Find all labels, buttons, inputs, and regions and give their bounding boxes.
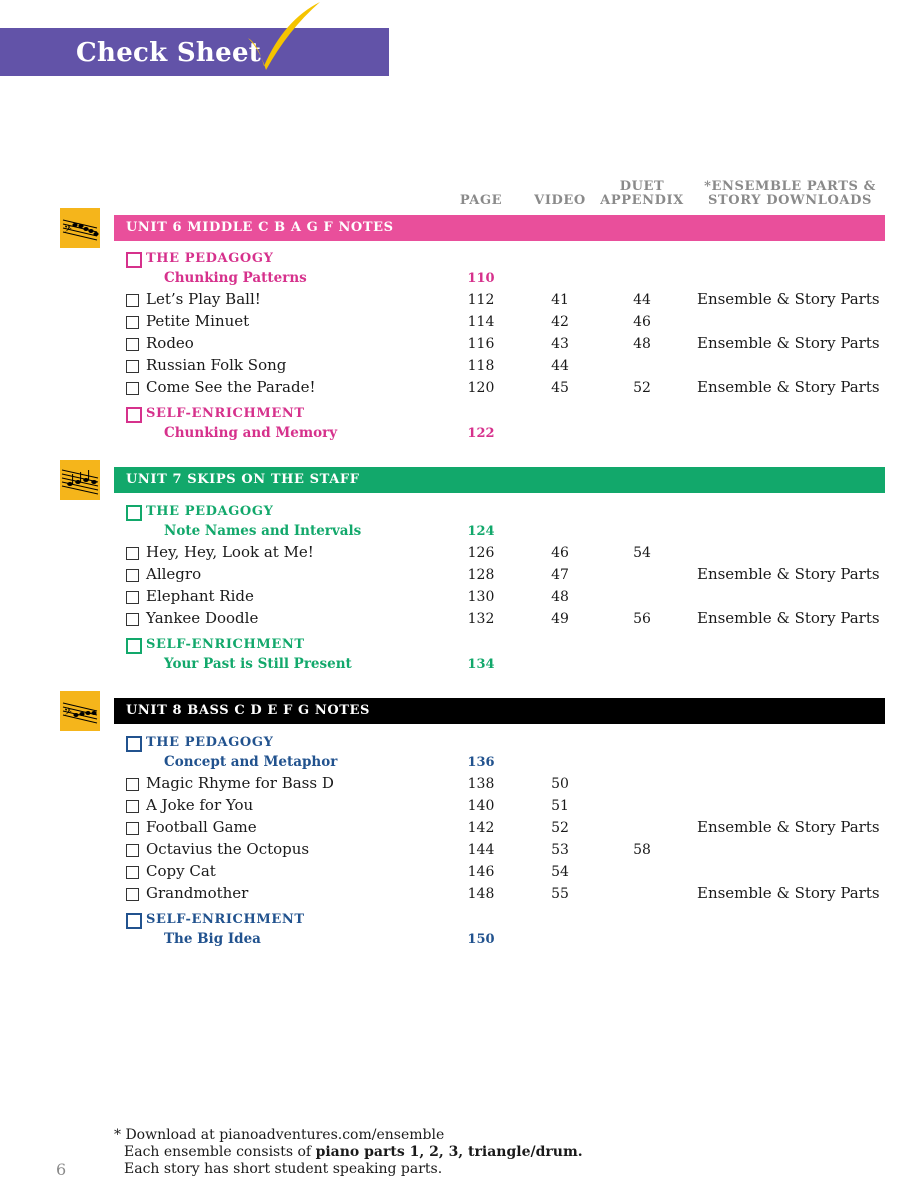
piece-checkbox[interactable] <box>126 294 139 307</box>
piece-ensemble[interactable]: Ensemble & Story Parts <box>697 334 880 352</box>
piece-video: 45 <box>551 380 569 396</box>
piece-page: 114 <box>467 314 495 330</box>
piece-checkbox[interactable] <box>126 866 139 879</box>
piece-video: 49 <box>551 611 569 627</box>
pedagogy-subtitle: Note Names and Intervals <box>164 523 362 539</box>
piece-checkbox[interactable] <box>126 382 139 395</box>
column-video-header: VIDEO <box>534 193 586 208</box>
enrichment-subtitle: The Big Idea <box>164 931 261 947</box>
piece-title: Petite Minuet <box>146 312 250 330</box>
column-duet-header-2: APPENDIX <box>600 193 684 208</box>
piece-video: 48 <box>551 589 569 605</box>
pedagogy-label: THE PEDAGOGY <box>146 251 274 266</box>
enrichment-checkbox[interactable] <box>126 638 142 654</box>
pedagogy-page: 110 <box>467 271 495 286</box>
piece-checkbox[interactable] <box>126 316 139 329</box>
piece-video: 52 <box>551 820 569 836</box>
enrichment-subtitle: Chunking and Memory <box>164 425 338 441</box>
piece-title: Football Game <box>146 818 257 836</box>
footnote-line-1: * Download at pianoadventures.com/ensemble <box>114 1127 445 1143</box>
enrichment-checkbox[interactable] <box>126 407 142 423</box>
piece-checkbox[interactable] <box>126 613 139 626</box>
checkmark-icon <box>244 0 324 72</box>
bass-notes-icon <box>60 208 100 248</box>
footnote-line-2 <box>114 1144 583 1161</box>
piece-title: Let’s Play Ball! <box>146 290 261 308</box>
staff-skips-icon <box>60 460 100 500</box>
piece-ensemble[interactable]: Ensemble & Story Parts <box>697 378 880 396</box>
enrichment-label: SELF-ENRICHMENT <box>146 912 305 927</box>
piece-ensemble[interactable]: Ensemble & Story Parts <box>697 565 880 583</box>
unit-8-bar <box>114 698 885 724</box>
piece-page: 142 <box>467 820 495 836</box>
enrichment-label: SELF-ENRICHMENT <box>146 406 305 421</box>
piece-title: Russian Folk Song <box>146 356 287 374</box>
column-duet-header-1: DUET <box>619 179 665 194</box>
piece-video: 53 <box>551 842 569 858</box>
piece-page: 138 <box>467 776 495 792</box>
piece-title: Elephant Ride <box>146 587 254 605</box>
piece-checkbox[interactable] <box>126 888 139 901</box>
unit-6-bar <box>114 215 885 241</box>
pedagogy-checkbox[interactable] <box>126 505 142 521</box>
piece-video: 54 <box>551 864 569 880</box>
piece-checkbox[interactable] <box>126 338 139 351</box>
piece-video: 41 <box>551 292 569 308</box>
pedagogy-page: 136 <box>467 755 495 770</box>
piece-duet: 54 <box>633 545 651 561</box>
piece-duet: 46 <box>633 314 651 330</box>
piece-duet: 48 <box>633 336 651 352</box>
page-number: 6 <box>56 1160 67 1179</box>
unit-7-title: UNIT 7 SKIPS ON THE STAFF <box>126 472 360 487</box>
enrichment-page: 122 <box>467 426 495 441</box>
piece-title: Copy Cat <box>146 862 216 880</box>
piece-checkbox[interactable] <box>126 778 139 791</box>
unit-6-title: UNIT 6 MIDDLE C B A G F NOTES <box>126 220 394 235</box>
piece-video: 50 <box>551 776 569 792</box>
piece-page: 130 <box>467 589 495 605</box>
piece-checkbox[interactable] <box>126 844 139 857</box>
enrichment-checkbox[interactable] <box>126 913 142 929</box>
piece-duet: 52 <box>633 380 651 396</box>
enrichment-page: 134 <box>467 657 495 672</box>
svg-text:𝄢: 𝄢 <box>64 706 72 720</box>
piece-title: Rodeo <box>146 334 194 352</box>
pedagogy-checkbox[interactable] <box>126 252 142 268</box>
page-title: Check Sheet <box>76 38 262 68</box>
piece-checkbox[interactable] <box>126 547 139 560</box>
piece-title: Come See the Parade! <box>146 378 316 396</box>
piece-title: Allegro <box>146 565 202 583</box>
piece-video: 55 <box>551 886 569 902</box>
piece-title: Grandmother <box>146 884 249 902</box>
piece-video: 44 <box>551 358 569 374</box>
piece-page: 120 <box>467 380 495 396</box>
enrichment-subtitle: Your Past is Still Present <box>164 656 352 672</box>
piece-page: 144 <box>467 842 495 858</box>
piece-duet: 44 <box>633 292 651 308</box>
piece-ensemble[interactable]: Ensemble & Story Parts <box>697 609 880 627</box>
piece-page: 128 <box>467 567 495 583</box>
column-ensemble-header-2: STORY DOWNLOADS <box>708 193 872 208</box>
piece-title: Octavius the Octopus <box>146 840 310 858</box>
piece-checkbox[interactable] <box>126 591 139 604</box>
column-page-header: PAGE <box>459 193 503 208</box>
piece-page: 132 <box>467 611 495 627</box>
piece-ensemble[interactable]: Ensemble & Story Parts <box>697 884 880 902</box>
unit-8-title: UNIT 8 BASS C D E F G NOTES <box>126 703 371 718</box>
piece-ensemble[interactable]: Ensemble & Story Parts <box>697 818 880 836</box>
piece-video: 46 <box>551 545 569 561</box>
enrichment-label: SELF-ENRICHMENT <box>146 637 305 652</box>
piece-ensemble[interactable]: Ensemble & Story Parts <box>697 290 880 308</box>
piece-duet: 56 <box>633 611 651 627</box>
svg-text:𝄢: 𝄢 <box>64 223 72 237</box>
piece-duet: 58 <box>633 842 651 858</box>
pedagogy-label: THE PEDAGOGY <box>146 504 274 519</box>
piece-page: 126 <box>467 545 495 561</box>
footnote-line-2-text: Each ensemble consists of <box>124 1144 316 1160</box>
piece-page: 148 <box>467 886 495 902</box>
piece-video: 43 <box>551 336 569 352</box>
pedagogy-subtitle: Chunking Patterns <box>164 270 307 286</box>
piece-video: 51 <box>551 798 569 814</box>
piece-page: 116 <box>467 336 495 352</box>
pedagogy-page: 124 <box>467 524 495 539</box>
footnote <box>114 1127 583 1178</box>
piece-video: 42 <box>551 314 569 330</box>
pedagogy-checkbox[interactable] <box>126 736 142 752</box>
piece-checkbox[interactable] <box>126 800 139 813</box>
column-ensemble-header-1: *ENSEMBLE PARTS & <box>704 179 876 194</box>
piece-page: 146 <box>467 864 495 880</box>
enrichment-page: 150 <box>467 932 495 947</box>
piece-page: 118 <box>467 358 495 374</box>
piece-title: Yankee Doodle <box>146 609 259 627</box>
piece-title: Magic Rhyme for Bass D <box>146 774 334 792</box>
piece-checkbox[interactable] <box>126 360 139 373</box>
piece-checkbox[interactable] <box>126 822 139 835</box>
unit-7-bar <box>114 467 885 493</box>
footnote-line-3: Each story has short student speaking parts. <box>124 1161 443 1177</box>
bass-notes-icon <box>60 691 100 731</box>
piece-title: A Joke for You <box>146 796 254 814</box>
pedagogy-label: THE PEDAGOGY <box>146 735 274 750</box>
piece-checkbox[interactable] <box>126 569 139 582</box>
piece-page: 140 <box>467 798 495 814</box>
piece-title: Hey, Hey, Look at Me! <box>146 543 314 561</box>
footnote-line-2-bold: piano parts 1, 2, 3, triangle/drum. <box>315 1144 583 1160</box>
piece-page: 112 <box>467 292 495 308</box>
pedagogy-subtitle: Concept and Metaphor <box>164 754 338 770</box>
piece-video: 47 <box>551 567 569 583</box>
